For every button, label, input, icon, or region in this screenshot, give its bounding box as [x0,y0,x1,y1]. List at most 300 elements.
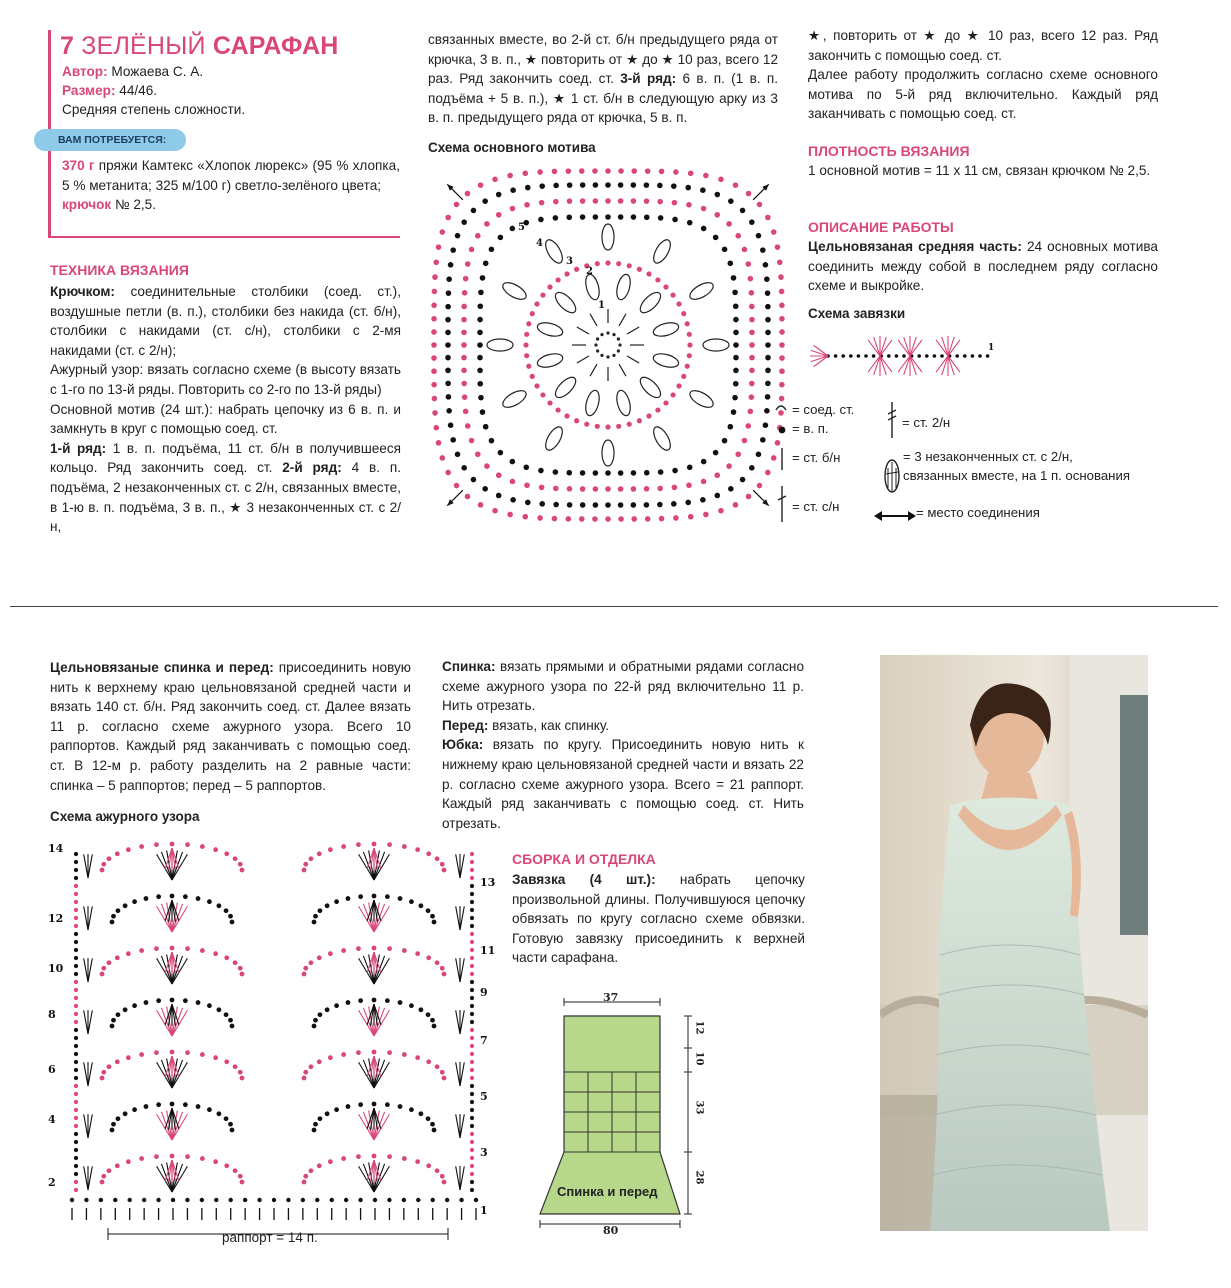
edge-dot [470,1060,474,1064]
lace-chain-dot [170,842,175,847]
lace-chain-dot [346,1000,351,1005]
outer-chain-black2 [749,219,755,225]
pattern-top-width: 37 [603,991,619,1004]
outer-chain-pink [745,423,751,429]
materials-badge: ВАМ ПОТРЕБУЕТСЯ: [34,129,186,151]
lace-chain-dot [224,1012,229,1017]
chain-dot [540,392,545,397]
tie-fan [880,356,886,375]
lace-chain-dot [356,1050,361,1055]
outer-chain-black [566,214,572,220]
cluster-ring2 [602,224,614,250]
legend-dc: = ст. с/н [792,499,840,514]
edge-dot [74,1108,78,1112]
lace-chain-dot [139,948,144,953]
edge-dot [470,884,474,888]
chain-dot [681,311,686,316]
outer-chain-pink2 [645,168,651,174]
outer-chain-black [733,303,739,309]
edge-dot [470,1140,474,1144]
outer-chain-pink [657,486,663,492]
lace-fan-stitch [456,958,460,982]
lace-row-label-left: 6 [48,1063,56,1076]
lace-chain-dot [309,856,314,861]
base-chain [99,1198,103,1202]
sc-spoke [619,364,626,376]
base-chain [229,1198,233,1202]
lace-chain-dot [442,1076,447,1081]
center-chain [596,349,599,352]
middle-top-text: связанных вместе, во 2-й ст. б/н предыдущего ряда от крючка, 3 в. п., ★ повторить от ★ до ★ 10 раз, всего 12 раз. Ряд закончить соед. ст. 3-й ряд: 6 в. п. (1 в. п. подъёма + 5 в. п.), ★ 1 ст. б/н в следующую арку из 3 в. п. предыдущего ряда от крючка, 5 в. п. [428,32,779,126]
lace-chain-dot [334,1107,339,1112]
edge-dot [74,884,78,888]
base-chain [243,1198,247,1202]
tie-chain [971,354,975,358]
outer-chain-black2 [446,394,452,400]
lace-chain-dot [240,972,245,977]
chain-dot [524,353,529,358]
lace-chain-dot [419,1111,424,1116]
density-text: 1 основной мотив = 11 х 11 см, связан крючком № 2,5. [808,163,1151,178]
legend-tr: = ст. 2/н [902,415,951,430]
lace-chain-dot [430,914,435,919]
lace-chain-dot [372,998,377,1003]
lace-chain-dot [409,1003,414,1008]
edge-dot [470,1132,474,1136]
outer-chain-pink2 [703,173,709,179]
base-chain [272,1198,276,1202]
model-photo [880,655,1148,1231]
outer-chain-pink [618,486,624,492]
outer-chain-pink [748,276,754,282]
outer-chain-black [658,215,664,221]
outer-chain-pink [749,381,755,387]
outer-chain-pink [475,451,481,457]
repeat-label: раппорт = 14 п. [222,1230,318,1245]
outer-chain-pink2 [522,514,528,520]
lace-chain-dot [238,1174,243,1179]
lace-fan-stitch [460,854,464,878]
outer-chain-black [733,355,739,361]
outer-chain-black [593,214,599,220]
base-chain [214,1198,218,1202]
edge-dot [74,988,78,992]
outer-chain-pink2 [431,355,437,361]
lace-chain-dot [111,914,116,919]
outer-chain-pink2 [445,215,451,221]
tie-chain [841,354,845,358]
outer-chain-pink2 [537,515,543,521]
outer-chain-black2 [445,381,451,387]
outer-chain-pink2 [440,229,446,235]
edge-dot [470,852,474,856]
outer-chain-black2 [580,502,586,508]
outer-chain-pink2 [605,516,611,522]
base-chain [330,1198,334,1202]
outer-chain-black2 [510,187,516,193]
outer-chain-pink [644,486,650,492]
chain-dot [605,260,610,265]
outer-chain-pink2 [507,173,513,179]
tie-fan [868,340,880,356]
outer-chain-pink [524,202,530,208]
lace-row-label-left: 8 [48,1008,56,1021]
outer-chain-pink [539,200,545,206]
outer-chain-pink [484,463,490,469]
lace-chain-dot [170,998,175,1003]
edge-dot [74,860,78,864]
outer-chain-pink [742,247,748,253]
outer-chain-pink [714,472,720,478]
edge-dot [74,1052,78,1056]
edge-dot [74,1044,78,1048]
outer-chain-pink [461,317,467,323]
outer-chain-black2 [765,290,771,296]
cluster-ring2 [602,440,614,466]
chain-dot [595,261,600,266]
chain-dot [564,413,569,418]
lace-chain-dot [313,1122,318,1127]
outer-chain-pink [749,290,755,296]
lace-chain-dot [341,1156,346,1161]
motif-scheme-heading: Схема основного мотива [428,140,596,155]
chain-dot [530,311,535,316]
outer-chain-black [658,469,664,475]
lace-fan-stitch [460,1010,464,1034]
edge-dot [470,1068,474,1072]
outer-chain-pink2 [465,191,471,197]
cluster-ring1 [614,389,632,417]
lace-chart [44,830,504,1250]
base-chain [358,1198,362,1202]
edge-dot [74,1148,78,1152]
sc-spoke [619,314,626,326]
chain-dot [670,392,675,397]
lace-chain-dot [183,998,188,1003]
outer-chain-black2 [455,233,461,239]
lace-fan-stitch [88,1166,92,1190]
lace-row-label-left: 10 [48,962,64,975]
lace-fan-stitch [88,1114,92,1138]
lace-chain-dot [312,1128,317,1133]
lace-chain-dot [101,1070,106,1075]
outer-chain-pink2 [733,182,739,188]
lace-chain-dot [372,842,377,847]
lace-chain-dot [419,903,424,908]
chain-dot [655,277,660,282]
chain-dot [687,353,692,358]
outer-chain-pink2 [618,168,624,174]
lace-chain-dot [440,862,445,867]
outer-chain-black [510,459,516,465]
tie-fan [936,356,948,372]
lace-chain-dot [107,960,112,965]
lace-chain-dot [123,903,128,908]
outer-chain-pink [553,486,559,492]
chain-dot [555,407,560,412]
lace-chain-dot [426,851,431,856]
lace-chain-dot [185,1050,190,1055]
lace-chain-dot [312,920,317,925]
lace-chain-dot [101,862,106,867]
outer-chain-pink2 [432,274,438,280]
outer-chain-black [477,317,483,323]
outer-chain-black [605,214,611,220]
outer-chain-black [728,424,734,430]
lace-chain-dot [217,1007,222,1012]
tie-fan [910,337,916,356]
lace-chain-dot [126,1055,131,1060]
tie-fan [910,356,922,372]
outer-chain-black2 [685,500,691,506]
lace-chain-dot [346,896,351,901]
lace-row-label-right: 11 [480,944,496,957]
base-chain [373,1198,377,1202]
outer-chain-pink [701,206,707,212]
lace-chain-dot [183,1102,188,1107]
cluster-ring1 [552,289,579,316]
edge-dot [74,1172,78,1176]
base-chain [156,1198,160,1202]
lace-chain-dot [302,1180,307,1185]
tie-fan [948,340,960,356]
lace-chain-dot [233,856,238,861]
outer-chain-black [701,226,707,232]
base-chain [445,1198,449,1202]
outer-chain-black [498,450,504,456]
outer-chain-pink [605,198,611,204]
lace-chain-dot [224,1116,229,1121]
outer-chain-pink2 [688,170,694,176]
outer-chain-pink2 [778,274,784,280]
outer-chain-pink [461,355,467,361]
lace-row-label-right: 5 [480,1090,488,1103]
outer-chain-pink2 [592,516,598,522]
edge-dot [74,1036,78,1040]
pattern-dim-10: 10 [693,1051,705,1066]
edge-dot [74,964,78,968]
outer-chain-black [498,235,504,241]
lace-chain-dot [426,1116,431,1121]
tie-chain [955,354,959,358]
edge-dot [470,1188,474,1192]
outer-chain-black2 [715,493,721,499]
lace-chain-dot [110,920,115,925]
tie-chain [887,354,891,358]
chain-dot [646,271,651,276]
lace-row-label-left: 4 [48,1113,56,1126]
outer-chain-pink2 [718,508,724,514]
outer-chain-black2 [631,502,637,508]
edge-dot [74,932,78,936]
outer-chain-black2 [605,502,611,508]
tie-end-fan [811,356,828,362]
tie-fan [936,340,948,356]
outer-chain-pink2 [432,396,438,402]
lace-chain-dot [156,894,161,899]
chain-dot [646,413,651,418]
lace-row-label-right: 1 [480,1204,488,1217]
outer-chain-black2 [553,183,559,189]
lace-chain-dot [170,1050,175,1055]
tie-fan [868,356,880,372]
lace-fan-stitch [367,848,374,869]
outer-chain-pink [726,463,732,469]
lace-chain-dot [387,946,392,951]
edge-dot [470,1020,474,1024]
outer-chain-black [523,465,529,471]
tie-chain [834,354,838,358]
outer-chain-pink2 [465,494,471,500]
lace-chain-dot [402,844,407,849]
outer-chain-pink2 [432,289,438,295]
work-heading: ОПИСАНИЕ РАБОТЫ [808,219,954,235]
lace-chain-dot [123,1007,128,1012]
edge-dot [74,1132,78,1136]
outer-chain-pink [631,486,637,492]
lace-chain-dot [415,1055,420,1060]
outer-chain-pink [631,198,637,204]
outer-chain-black2 [756,233,762,239]
outer-chain-pink2 [659,169,665,175]
outer-chain-black [538,217,544,223]
outer-chain-pink [593,486,599,492]
base-chain [84,1198,88,1202]
lace-chain-dot [196,1000,201,1005]
sc-spoke [590,314,597,326]
lace-fan-stitch [367,1160,374,1181]
lace-chain-dot [334,899,339,904]
cluster-ring1 [583,273,601,301]
edge-dot [470,1100,474,1104]
lace-chain-dot [415,847,420,852]
lace-chain-dot [435,960,440,965]
lace-chain-dot [139,1156,144,1161]
outer-chain-black2 [553,502,559,508]
tie-fan [880,356,892,372]
lace-fan-stitch [367,1004,374,1025]
outer-chain-pink2 [436,440,442,446]
outer-chain-black2 [715,192,721,198]
tie-fan [880,337,886,356]
outer-chain-black [477,355,483,361]
outer-chain-black2 [539,183,545,189]
outer-chain-pink2 [779,342,785,348]
outer-chain-pink [461,304,467,310]
chain-dot [681,374,686,379]
lace-chain-dot [224,955,229,960]
outer-chain-pink [461,330,467,336]
outer-chain-pink [749,304,755,310]
lace-chain-dot [126,1159,131,1164]
outer-chain-black2 [740,208,746,214]
lace-chain-dot [170,1154,175,1159]
outer-chain-black2 [756,452,762,458]
outer-chain-pink [749,330,755,336]
tie-fan [898,340,910,356]
lace-chain-dot [217,1111,222,1116]
outer-chain-black2 [482,486,488,492]
lace-chain-dot [442,972,447,977]
outer-chain-black2 [448,262,454,268]
center-chain [612,354,615,357]
lace-chain-dot [156,1102,161,1107]
outer-chain-pink [463,276,469,282]
edge-dot [470,1012,474,1016]
center-chain [594,343,597,346]
lace-chain-dot [402,1156,407,1161]
lace-chain-dot [100,1180,105,1185]
lace-chain-dot [238,1070,243,1075]
legend-join: = место соединения [916,505,1040,520]
lace-chain-dot [156,998,161,1003]
outer-chain-black [631,470,637,476]
outer-chain-black2 [450,247,456,253]
outer-chain-pink2 [733,502,739,508]
difficulty-line: Средняя степень сложности. [62,102,246,117]
cluster-ring2 [650,237,673,266]
edge-dot [470,1116,474,1120]
lace-fan-stitch [84,906,88,930]
base-chain [387,1198,391,1202]
lace-chain-dot [200,1156,205,1161]
outer-chain-black2 [445,330,451,336]
tie-chain [963,354,967,358]
outer-chain-pink [510,206,516,212]
lace-fan-stitch [165,952,172,973]
cluster-ring2 [500,279,529,302]
base-chain [416,1198,420,1202]
outer-chain-black2 [618,182,624,188]
edge-dot [74,1116,78,1120]
tie-fan [910,356,916,375]
outer-chain-black [478,290,484,296]
lace-chain-dot [100,868,105,873]
base-chain [301,1198,305,1202]
outer-chain-black2 [539,501,545,507]
outer-chain-pink2 [579,168,585,174]
base-chain [431,1198,435,1202]
edge-dot [470,1084,474,1088]
lace-chain-dot [356,842,361,847]
lace-chain-dot [207,1003,212,1008]
cluster-ring1 [552,374,579,401]
outer-chain-pink2 [688,514,694,520]
outer-chain-black2 [765,304,771,310]
edge-dot [470,940,474,944]
edge-dot [74,908,78,912]
lace-chain-dot [398,1104,403,1109]
tie-chain [917,354,921,358]
outer-chain-pink [745,261,751,267]
outer-chain-pink2 [492,508,498,514]
lace-chain-dot [435,856,440,861]
edge-dot [74,1092,78,1096]
outer-chain-pink [580,486,586,492]
base-chain [200,1198,204,1202]
outer-chain-pink2 [673,515,679,521]
outer-chain-black2 [765,368,771,374]
lace-fan-stitch [367,952,374,973]
edge-dot [74,916,78,920]
lace-chain-dot [341,1052,346,1057]
chain-dot [685,364,690,369]
outer-chain-pink2 [645,516,651,522]
outer-chain-black [510,226,516,232]
cluster-ring2 [703,339,729,351]
lace-chain-dot [318,908,323,913]
lace-chain-dot [213,1159,218,1164]
